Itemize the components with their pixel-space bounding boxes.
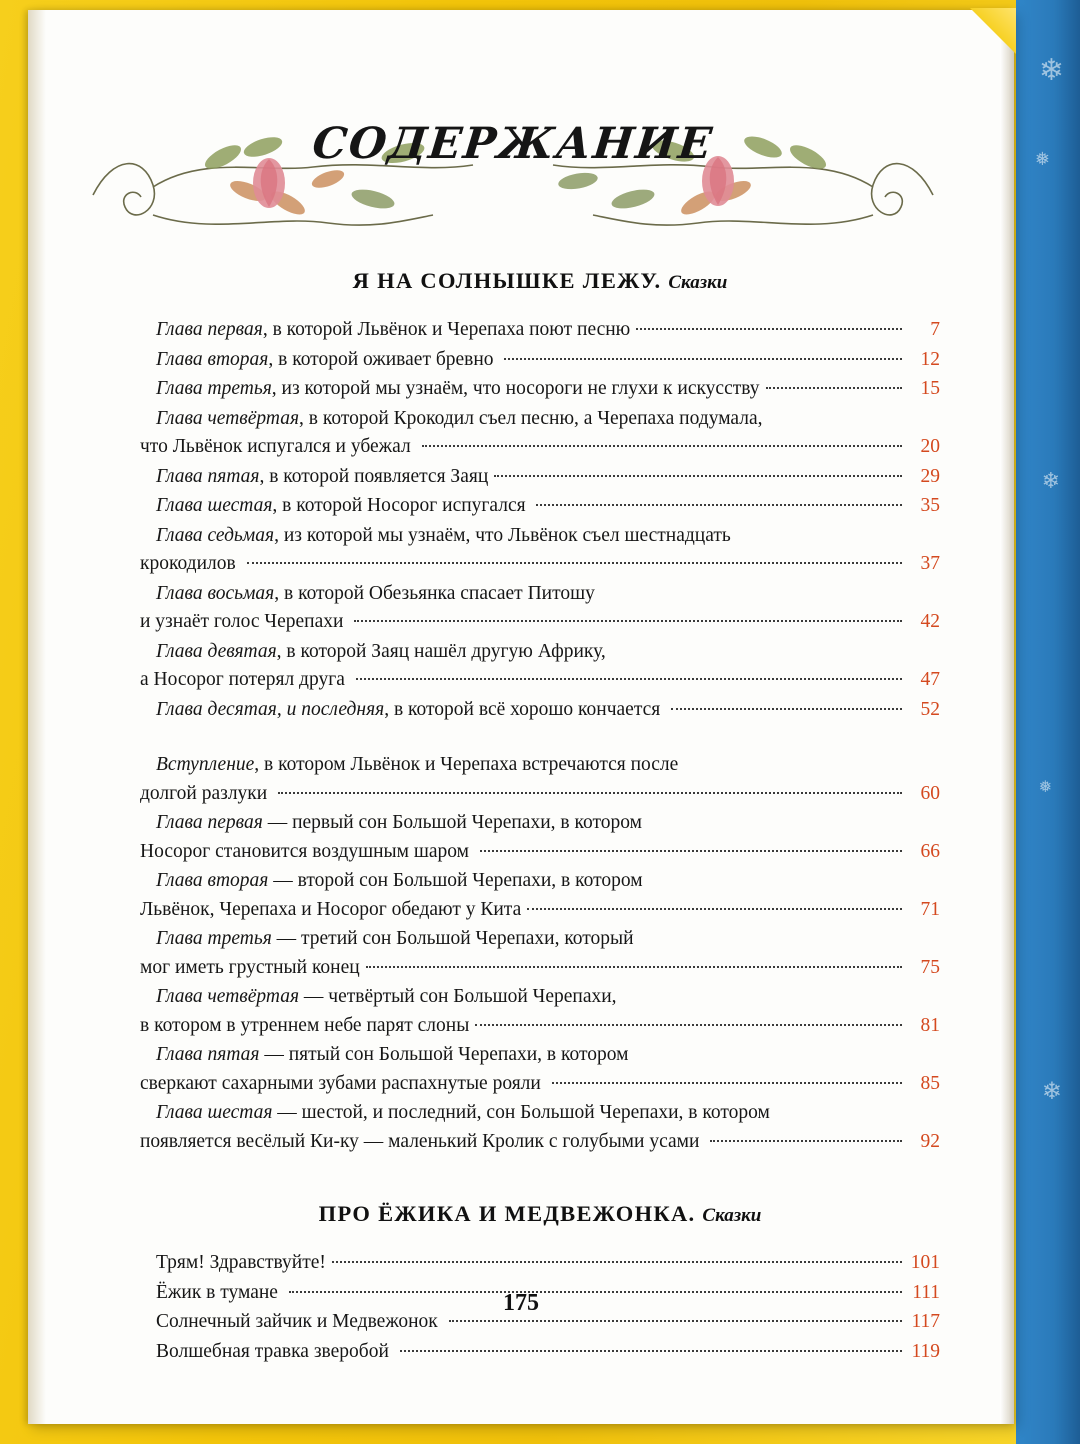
toc-entry-line xyxy=(140,1099,940,1128)
page-gutter-shadow xyxy=(28,10,46,1424)
toc-entry[interactable] xyxy=(140,809,940,866)
toc-page-number: 117 xyxy=(911,1311,940,1332)
toc-entry-text: Глава седьмая, из которой мы узнаём, что Львёнок съел шестнадцать xyxy=(156,524,731,546)
toc-entry[interactable] xyxy=(140,867,940,924)
toc-entry-line xyxy=(140,316,940,345)
toc-page-number: 92 xyxy=(920,1130,940,1152)
snowflake-icon: ❄ xyxy=(1041,468,1060,493)
toc-entry[interactable] xyxy=(140,316,940,345)
toc-page-number: 47 xyxy=(920,669,940,690)
toc-page-number: 75 xyxy=(920,956,940,978)
snowflake-icon: ❅ xyxy=(1038,779,1052,796)
toc-entry-text: долгой разлуки xyxy=(140,782,273,804)
toc-entry-text: Глава первая, в которой Львёнок и Черепаха поют песню xyxy=(156,319,631,340)
leader-dots xyxy=(332,1261,902,1263)
toc-page-number: 85 xyxy=(920,1072,940,1094)
toc-entry-line xyxy=(140,346,940,375)
toc-entry-line xyxy=(140,433,940,462)
toc-entry-line xyxy=(140,983,940,1012)
toc-entry-text: мог иметь грустный конец xyxy=(140,956,360,978)
toc-entry[interactable] xyxy=(140,751,940,808)
toc-entry-line xyxy=(140,751,940,780)
toc-entry-line xyxy=(140,780,940,809)
toc-entry-line xyxy=(140,925,940,954)
toc-entry-line xyxy=(140,1128,940,1157)
toc-entry-line xyxy=(140,1041,940,1070)
toc-entry-line xyxy=(140,550,940,579)
leader-dots xyxy=(366,966,902,968)
toc-entry-text: Глава вторая — второй сон Большой Черепахи, в котором xyxy=(156,870,643,891)
toc-entry-text: Глава восьмая, в которой Обезьянка спасает Питошу xyxy=(156,582,595,604)
section-subtitle: Сказки xyxy=(702,1205,762,1226)
toc-entry[interactable] xyxy=(140,925,940,982)
toc-entry-line xyxy=(140,696,940,725)
toc-entry-line xyxy=(140,608,940,637)
list-spacer xyxy=(140,725,940,751)
toc-entry-line xyxy=(140,522,940,551)
leader-dots xyxy=(710,1140,902,1142)
floral-ornament xyxy=(73,95,953,255)
spine-inner-edge xyxy=(1054,0,1080,1444)
toc-entry-text: в котором в утреннем небе парят слоны xyxy=(140,1014,470,1036)
book-spine-right xyxy=(1016,0,1080,1444)
toc-entry-text: что Львёнок испугался и убежал xyxy=(140,436,416,457)
toc-page-number: 119 xyxy=(911,1340,940,1362)
toc-entry[interactable] xyxy=(140,1041,940,1098)
leader-dots xyxy=(504,358,902,360)
toc-entry[interactable] xyxy=(140,580,940,637)
page-number: 175 xyxy=(503,1290,539,1316)
leader-dots xyxy=(527,908,902,910)
toc-entry-text: Глава пятая — пятый сон Большой Черепахи, в котором xyxy=(156,1044,629,1065)
page-edge xyxy=(1000,10,1014,1424)
toc-entry-text: Глава третья, из которой мы узнаём, что носороги не глухи к искусству xyxy=(156,378,760,399)
leader-dots xyxy=(636,328,902,330)
toc-entry-text: Ёжик в тумане xyxy=(156,1281,283,1303)
leader-dots xyxy=(422,445,902,447)
leader-dots xyxy=(449,1320,902,1322)
toc-entry[interactable] xyxy=(140,463,940,492)
toc-list-dreams xyxy=(140,751,940,1156)
leader-dots xyxy=(536,504,902,506)
toc-entry-line xyxy=(140,405,940,434)
leader-dots xyxy=(671,708,902,710)
toc-page-number: 71 xyxy=(920,898,940,920)
snowflake-icon: ❄ xyxy=(1041,1079,1062,1105)
toc-page-number: 12 xyxy=(920,348,940,370)
toc-entry[interactable] xyxy=(140,638,940,695)
section-title: Я НА СОЛНЫШКЕ ЛЕЖУ. xyxy=(352,268,662,293)
toc-entry-line xyxy=(140,666,940,695)
toc-entry-text: Носорог становится воздушным шаром xyxy=(140,840,474,862)
toc-entry-line xyxy=(140,867,940,896)
toc-page-number: 60 xyxy=(920,782,940,804)
toc-page-number: 101 xyxy=(910,1252,940,1273)
toc-entry-text: Глава пятая, в которой появляется Заяц xyxy=(156,465,489,487)
toc-entry-text: Солнечный зайчик и Медвежонок xyxy=(156,1311,443,1332)
toc-entry-text: Глава шестая, в которой Носорог испугался xyxy=(156,495,531,516)
leader-dots xyxy=(494,475,902,477)
toc-entry-text: Глава девятая, в которой Заяц нашёл другую Африку, xyxy=(156,640,606,662)
toc-entry-text: Глава шестая — шестой, и последний, сон Большой Черепахи, в котором xyxy=(156,1102,770,1123)
toc-entry-line xyxy=(140,638,940,667)
toc-entry-line xyxy=(140,838,940,867)
toc-entry[interactable] xyxy=(140,1249,940,1278)
toc-entry-text: Глава вторая, в которой оживает бревно xyxy=(156,348,499,370)
toc-entry[interactable] xyxy=(140,1099,940,1156)
toc-entry-line xyxy=(140,896,940,925)
toc-entry-text: и узнаёт голос Черепахи xyxy=(140,611,349,632)
toc-page-number: 35 xyxy=(920,495,940,516)
toc-entry-text: Львёнок, Черепаха и Носорог обедают у Кита xyxy=(140,898,522,920)
toc-entry-text: Глава четвёртая, в которой Крокодил съел песню, а Черепаха подумала, xyxy=(156,407,763,429)
toc-entry-line xyxy=(140,809,940,838)
leader-dots xyxy=(247,562,902,564)
leader-dots xyxy=(356,678,902,680)
toc-entry[interactable] xyxy=(140,1338,940,1367)
toc-entry-line xyxy=(140,375,940,404)
toc-page-number: 111 xyxy=(912,1281,940,1303)
leader-dots xyxy=(400,1350,902,1352)
toc-entry[interactable] xyxy=(140,346,940,375)
toc-entry-line xyxy=(140,463,940,492)
toc-list-section-1 xyxy=(140,316,940,724)
toc-entry-text: появляется весёлый Ки-ку — маленький Кролик с голубыми усами xyxy=(140,1130,705,1152)
toc-entry-text: Глава четвёртая — четвёртый сон Большой Черепахи, xyxy=(156,986,617,1007)
snowflake-icon: ❄ xyxy=(1038,54,1064,87)
section-heading-1 xyxy=(140,268,940,294)
toc-page-number: 29 xyxy=(920,465,940,487)
toc-entry-line xyxy=(140,954,940,983)
toc-entry-line xyxy=(140,1338,940,1367)
toc-entry-text: Трям! Здравствуйте! xyxy=(156,1252,326,1273)
leader-dots xyxy=(766,387,902,389)
toc-entry-line xyxy=(140,1249,940,1278)
section-title: ПРО ЁЖИКА И МЕДВЕЖОНКА. xyxy=(318,1201,696,1226)
toc-entry-text: Глава первая — первый сон Большой Черепахи, в котором xyxy=(156,812,642,833)
toc-page-number: 7 xyxy=(930,319,940,340)
toc-page-number: 42 xyxy=(920,611,940,632)
toc-entry-text: крокодилов xyxy=(140,553,241,574)
leader-dots xyxy=(278,792,902,794)
leader-dots xyxy=(552,1082,902,1084)
section-subtitle: Сказки xyxy=(668,272,728,293)
list-spacer xyxy=(140,1157,940,1201)
toc-entry-text: а Носорог потерял друга xyxy=(140,669,350,690)
toc-entry-text: Глава третья — третий сон Большой Черепахи, который xyxy=(156,928,634,949)
toc-entry[interactable] xyxy=(140,405,940,462)
toc-entry-line xyxy=(140,580,940,609)
leader-dots xyxy=(354,620,902,622)
toc-entry-line xyxy=(140,492,940,521)
toc-entry[interactable] xyxy=(140,492,940,521)
snowflake-icon: ❅ xyxy=(1034,149,1050,169)
toc-entry-text: Волшебная травка зверобой xyxy=(156,1340,394,1362)
toc-entry-text: сверкают сахарными зубами распахнутые рояли xyxy=(140,1072,546,1094)
toc-entry-text: Вступление, в котором Львёнок и Черепаха встречаются после xyxy=(156,754,679,775)
toc-page-number: 15 xyxy=(920,378,940,399)
toc-page-number: 52 xyxy=(920,698,940,720)
table-of-contents xyxy=(140,268,940,1367)
book-page xyxy=(28,10,1014,1424)
toc-entry-text: Глава десятая, и последняя, в которой всё хорошо кончается xyxy=(156,698,666,720)
toc-page-number: 37 xyxy=(920,553,940,574)
leader-dots xyxy=(475,1024,902,1026)
page-title: СОДЕРЖАНИЕ xyxy=(310,119,716,169)
toc-page-number: 81 xyxy=(920,1014,940,1036)
toc-entry[interactable] xyxy=(140,696,940,725)
toc-entry[interactable] xyxy=(140,375,940,404)
toc-entry[interactable] xyxy=(140,983,940,1040)
toc-entry[interactable] xyxy=(140,522,940,579)
toc-entry-line xyxy=(140,1070,940,1099)
section-heading-2 xyxy=(140,1201,940,1227)
toc-page-number: 20 xyxy=(920,436,940,457)
leader-dots xyxy=(480,850,902,852)
toc-page-number: 66 xyxy=(920,840,940,862)
toc-entry-line xyxy=(140,1012,940,1041)
